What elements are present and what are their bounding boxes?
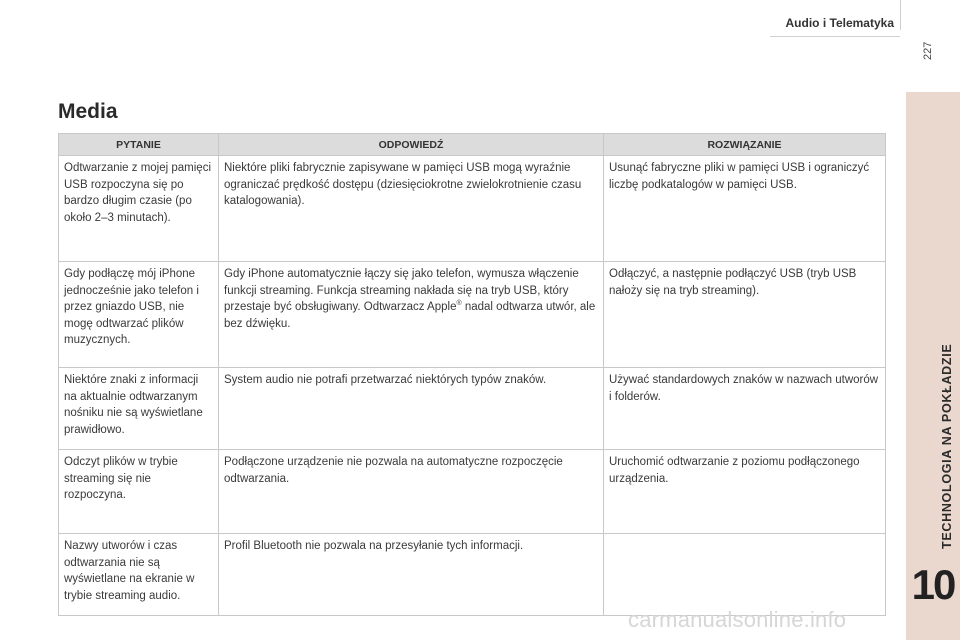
answer-cell — [219, 262, 604, 368]
page-number: 227 — [922, 41, 934, 60]
table-row — [59, 156, 886, 262]
table-header-row — [59, 134, 886, 156]
answer-cell: System audio nie potrafi przetwarzać niektórych typów znaków. — [219, 368, 604, 450]
question-cell: Odtwarzanie z mojej pamięci USB rozpoczyna się po bardzo długim czasie (po około 2–3 minutach). — [59, 156, 219, 262]
answer-text-continued: nadal odtwarza utwór, ale bez dźwięku. — [224, 301, 596, 330]
column-header-answer: ODPOWIEDŹ — [219, 134, 604, 156]
section-title: Media — [58, 100, 118, 123]
column-header-solution: ROZWIĄZANIE — [604, 134, 886, 156]
chapter-number: 10 — [911, 561, 955, 608]
column-header-question: PYTANIE — [59, 134, 219, 156]
table-row — [59, 534, 886, 616]
chapter-tab-label: TECHNOLOGIA NA POKŁADZIE — [940, 343, 954, 549]
question-cell: Gdy podłączę mój iPhone jednocześnie jako telefon i przez gniazdo USB, nie mogę odtwarzać plików muzycznych. — [59, 262, 219, 368]
question-cell: Niektóre znaki z informacji na aktualnie odtwarzanym nośniku nie są wyświetlane prawidłowo. — [59, 368, 219, 450]
faq-table — [58, 133, 886, 616]
solution-cell: Odłączyć, a następnie podłączyć USB (tryb USB nałoży się na tryb streaming). — [604, 262, 886, 368]
answer-cell: Profil Bluetooth nie pozwala na przesyłanie tych informacji. — [219, 534, 604, 616]
question-cell: Nazwy utworów i czas odtwarzania nie są wyświetlane na ekranie w trybie streaming audio. — [59, 534, 219, 616]
header-rule — [770, 36, 900, 37]
answer-cell: Podłączone urządzenie nie pozwala na automatyczne rozpoczęcie odtwarzania. — [219, 450, 604, 534]
header-divider-vertical — [900, 0, 901, 30]
solution-cell: Usunąć fabryczne pliki w pamięci USB i ograniczyć liczbę podkatalogów w pamięci USB. — [604, 156, 886, 262]
table-row — [59, 262, 886, 368]
solution-cell — [604, 534, 886, 616]
answer-text: Gdy iPhone automatycznie łączy się jako telefon, wymusza włączenie funkcji streaming. Funkcja streaming nakłada się na tryb USB, który przestaje być obsługiwany. Odtwarzacz Apple — [224, 268, 579, 313]
solution-cell: Uruchomić odtwarzanie z poziomu podłączonego urządzenia. — [604, 450, 886, 534]
answer-cell: Niektóre pliki fabrycznie zapisywane w pamięci USB mogą wyraźnie ograniczać prędkość dostępu (dziesięciokrotne zwielokrotnienie czasu katalogowania). — [219, 156, 604, 262]
question-cell: Odczyt plików w trybie streaming się nie rozpoczyna. — [59, 450, 219, 534]
table-row — [59, 450, 886, 534]
watermark: carmanualsonline.info — [628, 607, 847, 632]
solution-cell: Używać standardowych znaków w nazwach utworów i folderów. — [604, 368, 886, 450]
running-header: Audio i Telematyka — [785, 16, 894, 30]
registered-mark: ® — [456, 300, 462, 308]
table-row — [59, 368, 886, 450]
